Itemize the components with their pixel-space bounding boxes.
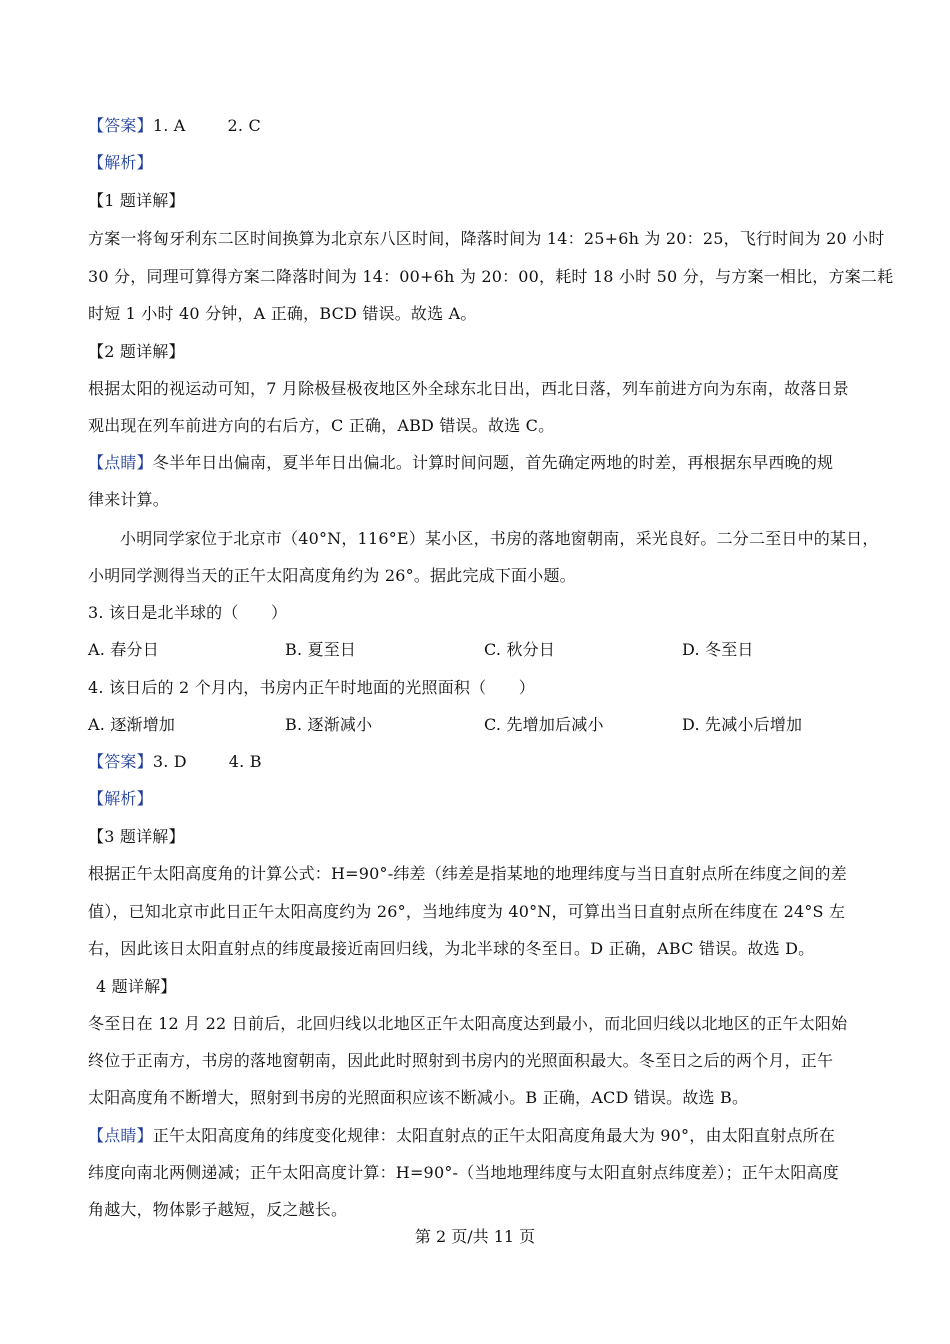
- tip-line-1: [88, 453, 888, 473]
- q3-option-d: D. 冬至日: [682, 640, 754, 659]
- answer-4: 4. B: [228, 752, 262, 771]
- tip-text-1: 冬半年日出偏南，夏半年日出偏北。计算时间问题，首先确定两地的时差，再根据东早西晚的规: [152, 453, 834, 472]
- answer-tag-2: 【答案】: [88, 752, 153, 771]
- q4-option-b: B. 逐渐减小: [285, 715, 373, 734]
- q3-option-c: C. 秋分日: [484, 640, 556, 659]
- q1-line-1: 方案一将匈牙利东二区时间换算为北京东八区时间，降落时间为 14：25+6h 为 20：25，飞行时间为 20 小时: [88, 229, 885, 248]
- answer-line-2: [88, 752, 888, 772]
- q1-line-2: 30 分，同理可算得方案二降落时间为 14：00+6h 为 20：00，耗时 18 小时 50 分，与方案一相比，方案二耗: [88, 267, 894, 286]
- q1-detail-title: 【1 题详解】: [88, 191, 185, 210]
- q3-line-2: 值），已知北京市此日正午太阳高度约为 26°，当地纬度为 40°N，可算出当日直射点所在纬度在 24°S 左: [88, 902, 846, 921]
- q3-option-b: B. 夏至日: [285, 640, 357, 659]
- tip-line-2: 律来计算。: [88, 490, 170, 509]
- q2-line-1: 根据太阳的视运动可知，7 月除极昼极夜地区外全球东北日出，西北日落，列车前进方向为东南，故落日景: [88, 379, 849, 398]
- q4-option-c: C. 先增加后减小: [484, 715, 604, 734]
- tip2-text-1: 正午太阳高度角的纬度变化规律：太阳直射点的正午太阳高度角最大为 90°，由太阳直射点所在: [152, 1126, 836, 1145]
- analysis-tag: 【解析】: [88, 153, 153, 172]
- q2-detail-title: 【2 题详解】: [88, 342, 185, 361]
- q1-line-3: 时短 1 小时 40 分钟，A 正确，BCD 错误。故选 A。: [88, 304, 477, 323]
- tip-tag-2: 【点睛】: [88, 1126, 153, 1145]
- answer-2: 2. C: [227, 116, 261, 135]
- page-footer: 第 2 页/共 11 页: [414, 1227, 536, 1246]
- q3-detail-title: 【3 题详解】: [88, 827, 185, 846]
- q3-option-a: A. 春分日: [88, 640, 159, 659]
- answer-3: 3. D: [152, 752, 187, 771]
- q3-line-3: 右，因此该日太阳直射点的纬度最接近南回归线，为北半球的冬至日。D 正确，ABC 错误。故选 D。: [88, 939, 815, 958]
- q4-option-d: D. 先减小后增加: [682, 715, 803, 734]
- q4-detail-title: 4 题详解】: [96, 977, 177, 996]
- passage-line-2: 小明同学测得当天的正午太阳高度角约为 26°。据此完成下面小题。: [88, 566, 576, 585]
- q3-line-1: 根据正午太阳高度角的计算公式：H=90°-纬差（纬差是指某地的地理纬度与当日直射点所在纬度之间的差: [88, 864, 847, 883]
- tip2-line-3: 角越大，物体影子越短，反之越长。: [88, 1200, 348, 1219]
- question-3-stem: 3. 该日是北半球的（ ）: [88, 603, 288, 622]
- answer-line-1: [88, 116, 888, 136]
- q4-line-2: 终位于正南方，书房的落地窗朝南，因此此时照射到书房内的光照面积最大。冬至日之后的两个月，正午: [88, 1051, 834, 1070]
- answer-1: 1. A: [152, 116, 186, 135]
- q4-option-a: A. 逐渐增加: [88, 715, 176, 734]
- question-4-stem: 4. 该日后的 2 个月内，书房内正午时地面的光照面积（ ）: [88, 678, 535, 697]
- q4-line-3: 太阳高度角不断增大，照射到书房的光照面积应该不断减小。B 正确，ACD 错误。故选 B。: [88, 1088, 749, 1107]
- q4-line-1: 冬至日在 12 月 22 日前后，北回归线以北地区正午太阳高度达到最小，而北回归线以北地区的正午太阳始: [88, 1014, 848, 1033]
- q2-line-2: 观出现在列车前进方向的右后方，C 正确，ABD 错误。故选 C。: [88, 416, 555, 435]
- analysis-tag-2: 【解析】: [88, 789, 153, 808]
- tip2-line-2: 纬度向南北两侧递减；正午太阳高度计算：H=90°-（当地地理纬度与太阳直射点纬度差）；正午太阳高度: [88, 1163, 839, 1182]
- answer-tag: 【答案】: [88, 116, 153, 135]
- tip2-line-1: [88, 1126, 888, 1146]
- passage-line-1: 小明同学家位于北京市（40°N，116°E）某小区，书房的落地窗朝南，采光良好。二分二至日中的某日，: [120, 529, 879, 548]
- tip-tag: 【点睛】: [88, 453, 153, 472]
